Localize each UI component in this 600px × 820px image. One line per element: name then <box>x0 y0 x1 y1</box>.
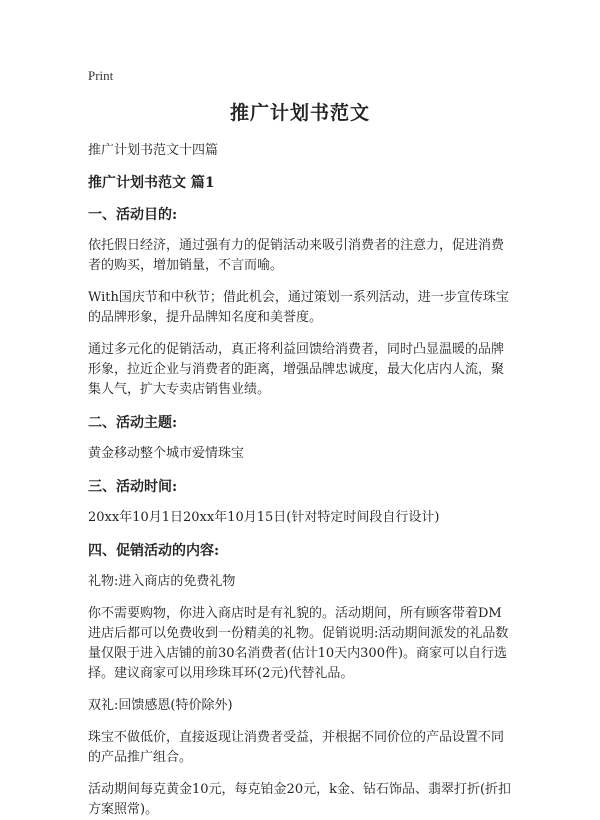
paragraph: 你不需要购物，你进入商店时是有礼貌的。活动期间，所有顾客带着DM进店后都可以免费收到一份精美的礼物。促销说明:活动期间派发的礼品数量仅限于进入店铺的前30名消费者(估计10天内300件)。商家可以自行选择。建议商家可以用珍珠耳环(2元)代替礼品。 <box>88 606 509 681</box>
paragraph: 通过多元化的促销活动，真正将利益回馈给消费者，同时凸显温暖的品牌形象，拉近企业与消费者的距离，增强品牌忠诚度，最大化店内人流，聚集人气，扩大专卖店销售业绩。 <box>88 342 505 397</box>
paragraph: 礼物:进入商店的免费礼物 <box>88 574 236 589</box>
section-heading-purpose: 一、活动目的: <box>88 207 178 223</box>
section-heading-time: 三、活动时间: <box>88 479 178 495</box>
print-label[interactable]: Print <box>88 68 114 83</box>
paragraph: 活动期间每克黄金10元，每克铂金20元，k金、钻石饰品、翡翠打折(折扣方案照常)。 <box>88 782 512 817</box>
section-heading-theme: 二、活动主题: <box>88 415 178 431</box>
document-title: 推广计划书范文 <box>229 102 370 124</box>
section-heading-content: 四、促销活动的内容: <box>88 543 220 559</box>
paragraph: 依托假日经济，通过强有力的促销活动来吸引消费者的注意力，促进消费者的购买，增加销量，不言而喻。 <box>88 238 505 273</box>
paragraph: With国庆节和中秋节；借此机会，通过策划一系列活动，进一步宣传珠宝的品牌形象，提升品牌知名度和美誉度。 <box>88 290 509 325</box>
paragraph: 珠宝不做低价，直接返现让消费者受益，并根据不同价位的产品设置不同的产品推广组合。 <box>88 730 505 765</box>
paragraph: 20xx年10月1日20xx年10月15日(针对特定时间段自行设计) <box>88 510 440 525</box>
paragraph: 双礼:回馈感恩(特价除外) <box>88 698 233 713</box>
article-heading: 推广计划书范文 篇1 <box>88 175 215 191</box>
document-subtitle: 推广计划书范文十四篇 <box>88 143 219 158</box>
paragraph: 黄金移动整个城市爱情珠宝 <box>88 446 245 461</box>
